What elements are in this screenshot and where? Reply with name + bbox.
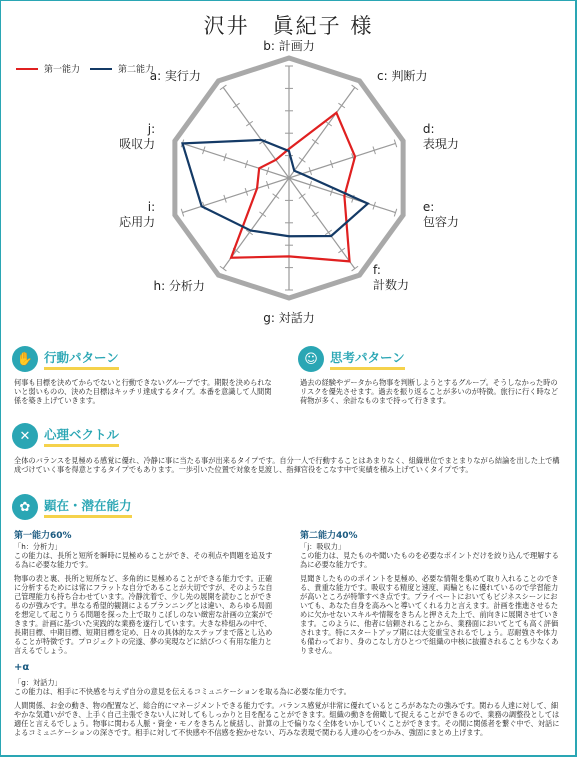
action-pattern-title: 行動パターン	[44, 348, 119, 370]
head-icon: ☺	[298, 346, 324, 372]
radar-tick	[233, 103, 239, 108]
radar-axis-code: f:	[373, 262, 381, 277]
mind-vector-title: 心理ベクトル	[44, 425, 119, 447]
radar-series-first	[231, 113, 355, 262]
radar-tick	[338, 103, 344, 108]
alpha-summary: この能力は、相手に不快感を与えず自分の意見を伝えるコミュニケーションを取る為に必要な能力です。	[14, 687, 351, 696]
ability-title: 顕在・潜在能力	[44, 496, 132, 518]
thought-pattern-title: 思考パターン	[330, 348, 405, 370]
radar-axis-name: 応用力	[119, 214, 156, 229]
alpha-tag: 「g：対話力」	[14, 678, 62, 687]
radar-tick	[299, 158, 305, 163]
radar-axis-label: h: 分析力	[153, 278, 205, 293]
second-ability-summary: この能力は、見たものや聞いたものを必要なポイントだけを絞り込んで理解する為に必要な能力です。	[300, 551, 559, 569]
page-title: 沢井 眞紀子 様	[203, 14, 374, 38]
first-ability-tag: 「h：分析力」	[14, 542, 62, 551]
thought-pattern-text: 過去の経験やデータから物事を判断しようとするグループ。そうしなかった時のリスクを優先させます。過去を振り返ることが多いのが特徴。旅行に行く時など荷物が多く、余計なものまで持って行きます。	[300, 378, 559, 405]
radar-axis-code: i:	[147, 199, 156, 214]
first-ability-summary: この能力は、長所と短所を瞬時に見極めることができ、その利点や問題を追及する為に必要な能力です。	[14, 551, 273, 569]
radar-tick	[312, 212, 318, 217]
alpha-detail: 人間関係、お金の動き、物の配置など、総合的にマネージメントできる能力です。バランス感覚が非常に優れているところがあなたの強みです。関わる人達に対して、細やかな気遣いができ、上手く自己主張できない人に対してもしっかりと目を配ることができます。組織の動きを俯瞰して捉えることができるので、業務の調整役としては適任と言えるでしょう。物事に関わる人脈・資金・モノをきちんと統括し、計算の上で偏りなく全体をいかしていくことができます。その間に関係者を繋ぐ中で、対話によるコミュニケーションの深さです。相手に対して不快感や不信感を抱かせない、巧みな表現で関わる人達の心をつかみ、強固にまとめ上げます。	[14, 701, 560, 737]
radar-tick	[299, 194, 305, 199]
radar-tick	[246, 121, 252, 126]
radar-axis-code: j:	[147, 122, 156, 137]
radar-tick	[259, 212, 265, 217]
radar-axis-code: d:	[422, 122, 435, 137]
second-ability-detail: 見聞きしたもののポイントを見極め、必要な情報を集めて取り入れることのできる、貴重な能力です。吸収する精度と速度、両輪ともに優れているので学習能力が高いところが特筆すべき点です。プライベートにおいてもビジネスシーンにおいても、あなた自身を高みへと導いてくれる力と言えます。計画を推進させるために欠かせないスキルや情報をきちんと押さえた上で、前向きに展開させていきます。このように、他者に信頼されることから、業務面においてとても高く評価されます。特にスタートアップ期には大変重宝されるでしょう。忍耐強さや体力も備わっており、身のこなし方ひとつで組織の中核に抜擢されることも少なくありません。	[300, 574, 559, 655]
action-pattern-text: 何事も目標を決めてからでないと行動できないグループです。期限を決められないと弱いものの、決めた目標はキッチリ達成するタイプ。本番を意識して人間関係を築き上げていきます。	[14, 378, 272, 405]
radar-series-second	[182, 140, 367, 236]
second-ability-heading: 第二能力40%	[300, 531, 358, 541]
radar-tick	[220, 266, 226, 271]
radar-tick	[220, 85, 226, 90]
thought-pattern-header	[298, 346, 405, 372]
second-ability-tag: 「j：吸収力」	[300, 542, 346, 551]
ability-header	[12, 494, 132, 520]
legend-label-first: 第一能力	[44, 65, 81, 75]
radar-axis-name: 包容力	[422, 214, 459, 229]
radar-chart	[0, 40, 577, 340]
radar-tick	[352, 266, 358, 271]
action-pattern-header	[12, 346, 119, 372]
radar-axis-name: 吸収力	[119, 137, 156, 152]
mind-vector-header	[12, 423, 119, 449]
mind-vector-text: 全体のバランスを見極める感覚に優れ、冷静に事に当たる事が出来るタイプです。自分一人で行動することはあまりなく、組織単位でまとまりながら結論を出した上で構成づけていく事を得意とするタイプでもあります。一歩引いた位置で対象を見渡し、指揮官役をこなす中で実績を積み上げていくタイプです。	[14, 456, 560, 474]
plus-alpha-label: +α	[14, 662, 30, 673]
first-ability-detail: 物事の表と裏、長所と短所など、多角的に見極めることができる能力です。正確に分析するためには常にフラットな自分であることが大切ですが、そのような自己管理能力も持ち合わせています。冷静沈着で、少し先の展開を読むことができるのが強みです。単なる希望的観測によるプランニングとは違い、あらゆる局面を想定して起こりうる問題を探った上で取りこぼしのない緻密な計画の立案ができます。計画に基づいた実践的な業務を遂行しています。大きな枠組みの中で、長期目標、中期目標、短期目標を定め、日々の具体的なステップまで落とし込めることが特徴です。プロジェクトの完遂、夢の実現などに結びつく有用な能力と言えるでしょう。	[14, 574, 273, 655]
radar-axis-label: a: 実行力	[149, 69, 201, 84]
flower-icon: ✿	[12, 494, 38, 520]
radar-axis-label: g: 対話力	[263, 311, 315, 325]
radar-tick	[312, 139, 318, 144]
radar-axis-label: b: 計画力	[263, 40, 315, 53]
radar-axis-name: 計数力	[373, 277, 410, 292]
radar-axis-code: e:	[422, 199, 435, 214]
radar-spoke	[289, 178, 396, 213]
radar-tick	[352, 85, 358, 90]
first-ability-heading: 第一能力60%	[14, 531, 72, 541]
radar-tick	[325, 230, 331, 235]
hand-icon: ✋	[12, 346, 38, 372]
legend-label-second: 第二能力	[118, 65, 155, 75]
radar-tick	[273, 194, 279, 199]
radar-axis-name: 表現力	[422, 137, 459, 152]
radar-spoke	[223, 87, 289, 178]
radar-axis-label: c: 判断力	[377, 69, 428, 84]
compass-icon: ✕	[12, 423, 38, 449]
radar-tick	[338, 248, 344, 253]
radar-tick	[325, 121, 331, 126]
radar-spoke	[289, 143, 396, 178]
